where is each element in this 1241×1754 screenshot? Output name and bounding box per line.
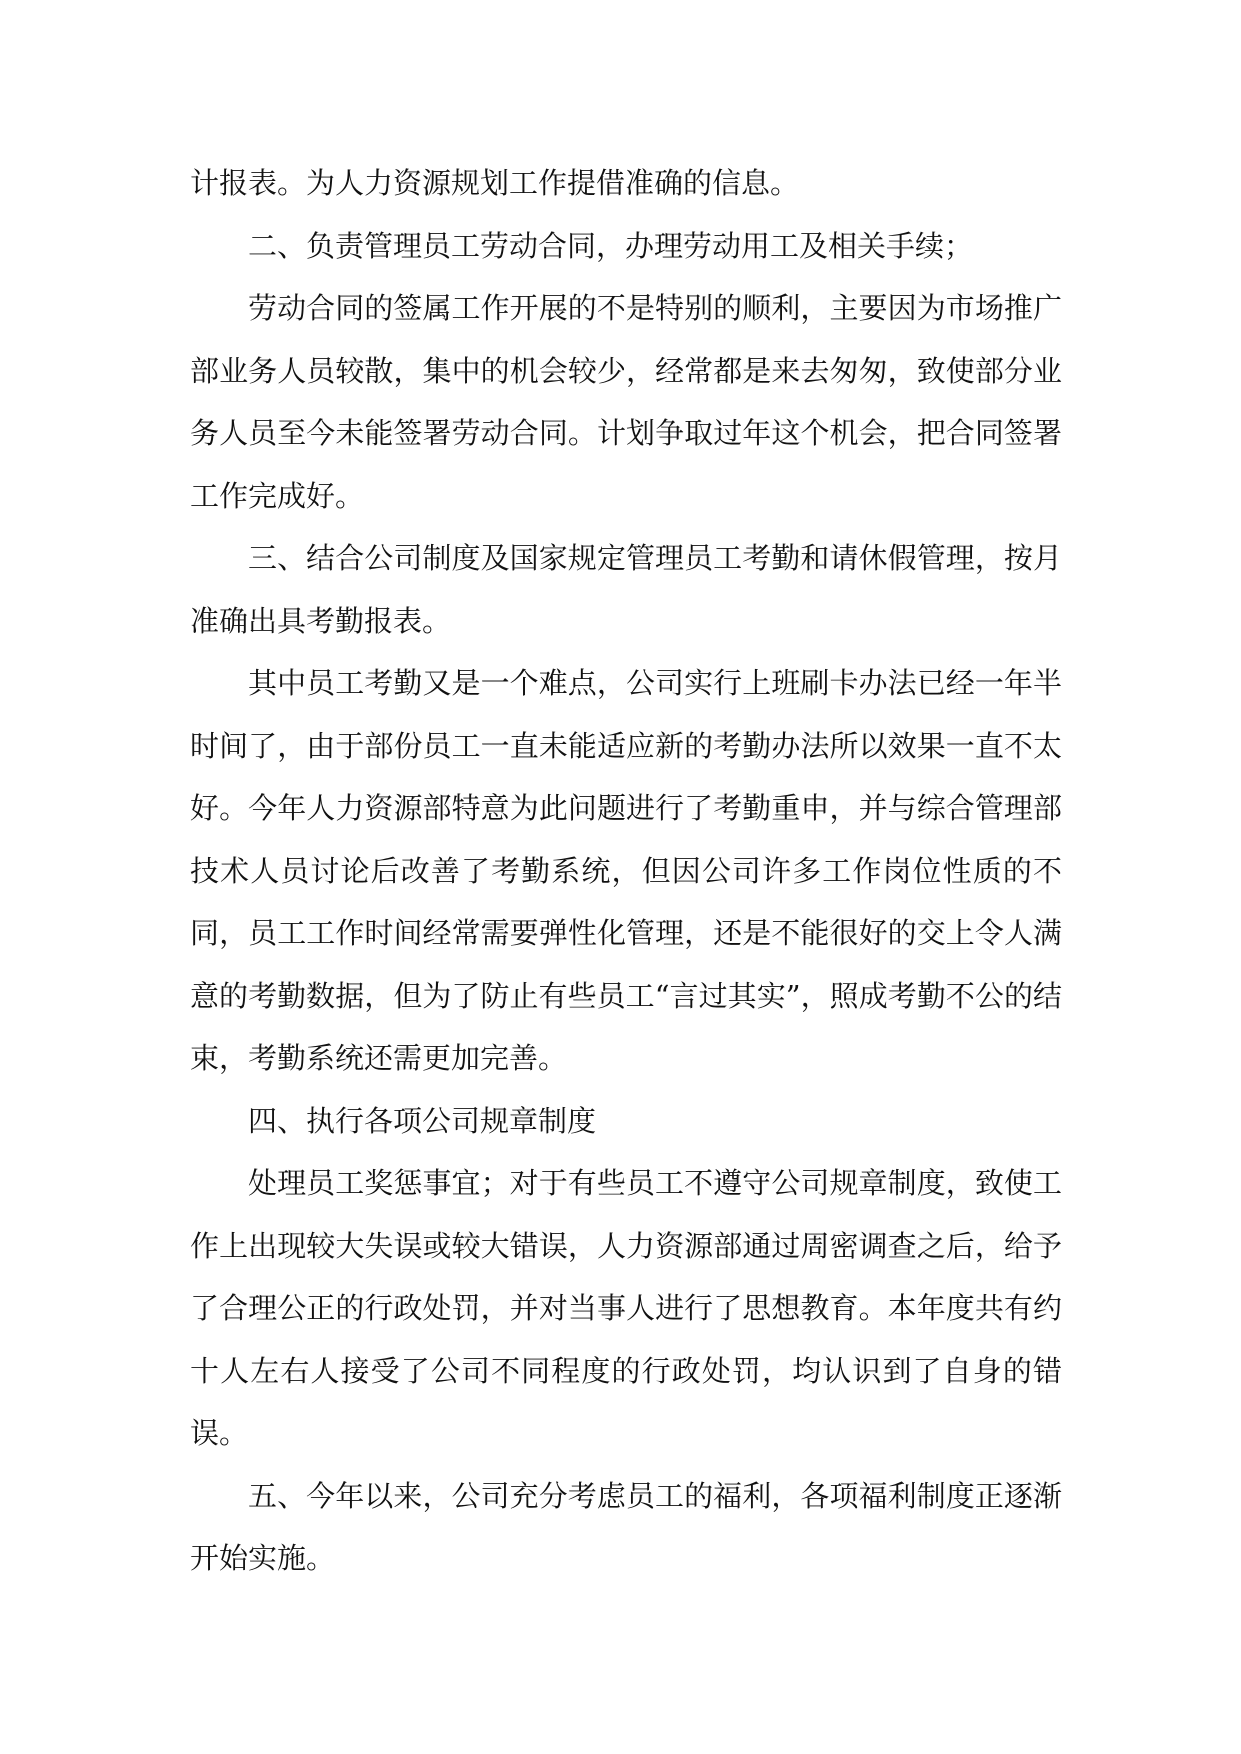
paragraph-continuation: 计报表。为人力资源规划工作提借准确的信息。 [190, 166, 800, 200]
document-body [190, 152, 1062, 1590]
paragraph-attendance: 其中员工考勤又是一个难点，公司实行上班刷卡办法已经一年半时间了，由于部份员工一直未能适应新的考勤办法所以效果一直不太好。今年人力资源部特意为此问题进行了考勤重申，并与综合管理部技术人员讨论后改善了考勤系统，但因公司许多工作岗位性质的不同，员工工作时间经常需要弹性化管理，还是不能很好的交上令人满意的考勤数据，但为了防止有些员工“言过其实”，照成考勤不公的结束，考勤系统还需更加完善。 [190, 666, 1062, 1075]
heading-section-five: 五、今年以来，公司充分考虑员工的福利，各项福利制度正逐渐开始实施。 [190, 1478, 1062, 1575]
paragraph-labor-contracts: 劳动合同的签属工作开展的不是特别的顺利，主要因为市场推广部业务人员较散，集中的机会较少，经常都是来去匆匆，致使部分业务人员至今未能签署劳动合同。计划争取过年这个机会，把合同签署工作完成好。 [190, 291, 1062, 513]
heading-section-three: 三、结合公司制度及国家规定管理员工考勤和请休假管理，按月准确出具考勤报表。 [190, 541, 1062, 638]
heading-section-two: 二、负责管理员工劳动合同，办理劳动用工及相关手续； [248, 228, 974, 263]
paragraph-rewards-penalties: 处理员工奖惩事宜；对于有些员工不遵守公司规章制度，致使工作上出现较大失误或较大错误，人力资源部通过周密调查之后，给予了合理公正的行政处罚，并对当事人进行了思想教育。本年度共有约十人左右人接受了公司不同程度的行政处罚，均认识到了自身的错误。 [190, 1166, 1062, 1450]
heading-section-four: 四、执行各项公司规章制度 [248, 1103, 597, 1138]
